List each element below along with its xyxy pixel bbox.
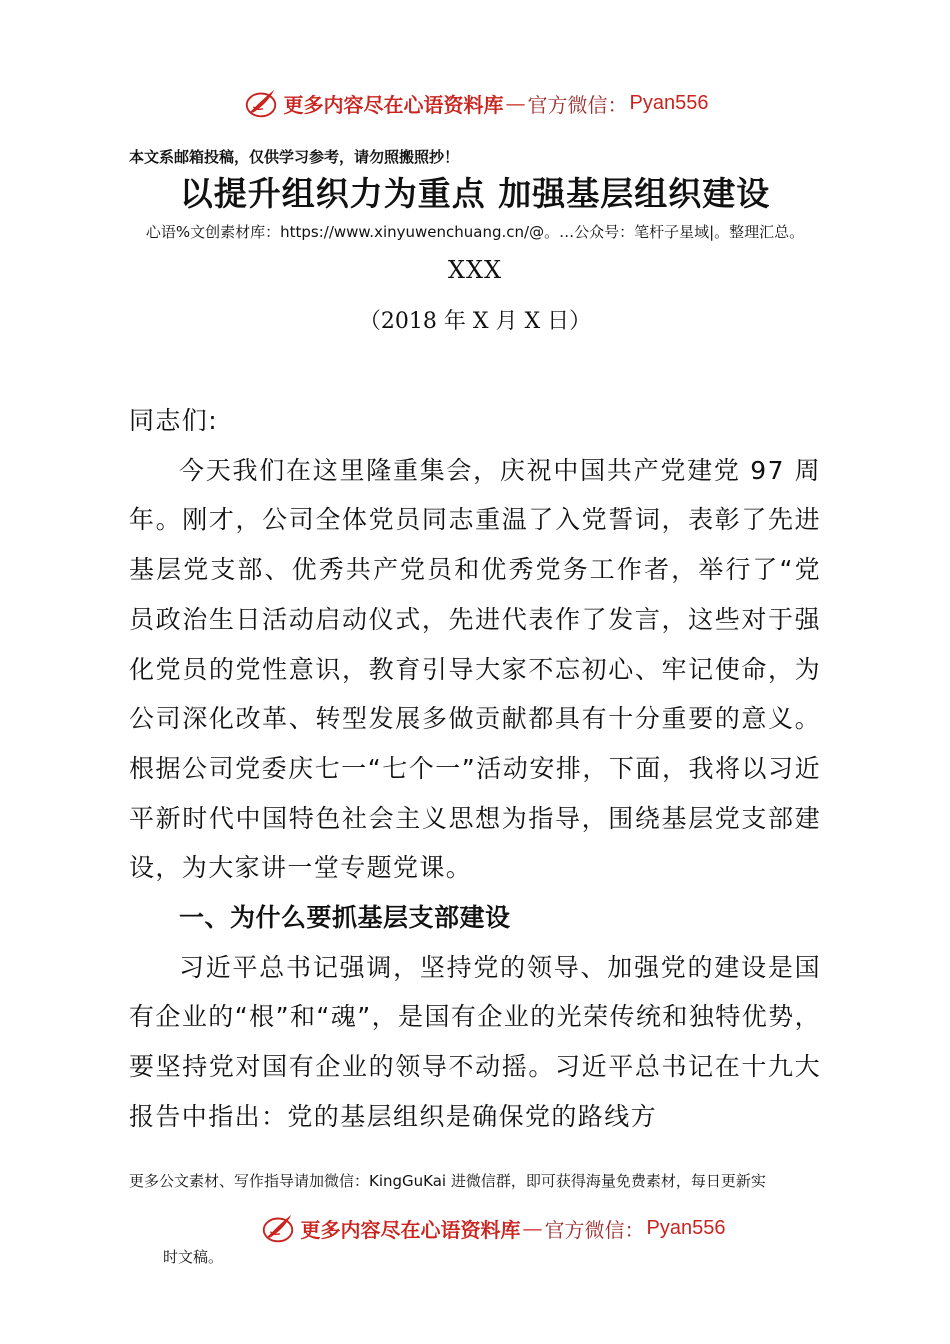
source-line: 心语%文创素材库：https://www.xinyuwenchuang.cn/@。…公众号：笔杆子星域|。整理汇总。	[145, 223, 805, 241]
paragraph: 今天我们在这里隆重集会，庆祝中国共产党建党 97 周年。刚才，公司全体党员同志重温了入党誓词，表彰了先进基层党支部、优秀共产党员和优秀党务工作者，举行了“党员政治生日活动启动仪式，先进代表作了发言，这些对于强化党员的党性意识，教育引导大家不忘初心、牢记使命，为公司深化改革、转型发展多做贡献都具有十分重要的意义。根据公司党委庆七一“七个一”活动安排，下面，我将以习近平新时代中国特色社会主义思想为指导，围绕基层党支部建设，为大家讲一堂专题党课。	[129, 455, 821, 883]
author: XXX	[447, 256, 503, 284]
banner-wechat-label: 官方微信：	[527, 92, 628, 117]
submission-note: 本文系邮箱投稿，仅供学习参考，请勿照搬照抄！	[129, 148, 460, 166]
document-body	[129, 396, 821, 1142]
banner-wechat-id: Pyan556	[646, 1216, 726, 1239]
salutation: 同志们:	[129, 406, 219, 435]
paragraph: 习近平总书记强调，坚持党的领导、加强党的建设是国有企业的“根”和“魂”，是国有企业的光荣传统和独特优势，要坚持党对国有企业的领导不动摇。习近平总书记在十九大报告中指出：党的基层组织是确保党的路线方	[129, 952, 821, 1131]
quill-logo-icon	[242, 84, 280, 122]
banner-wechat-label: 官方微信：	[544, 1217, 645, 1242]
banner-wechat-id: Pyan556	[629, 91, 709, 114]
banner-separator: —	[522, 1216, 543, 1240]
banner-text: 更多内容尽在心语资料库	[283, 92, 504, 117]
document-title: 以提升组织力为重点 加强基层组织建设	[179, 174, 771, 213]
banner-text: 更多内容尽在心语资料库	[300, 1217, 521, 1242]
section-heading: 一、为什么要抓基层支部建设	[179, 903, 511, 933]
footer-note: 更多公文素材、写作指导请加微信：KingGuKai 进微信群，即可获得海量免费素材，每日更新实	[129, 1172, 766, 1190]
top-watermark-banner	[0, 81, 950, 125]
quill-logo-icon	[259, 1209, 297, 1247]
footer-tail: 时文稿。	[163, 1248, 224, 1266]
date-line: （2018 年 X 月 X 日）	[358, 309, 592, 334]
bottom-watermark-banner	[17, 1206, 950, 1250]
banner-separator: —	[505, 91, 526, 115]
